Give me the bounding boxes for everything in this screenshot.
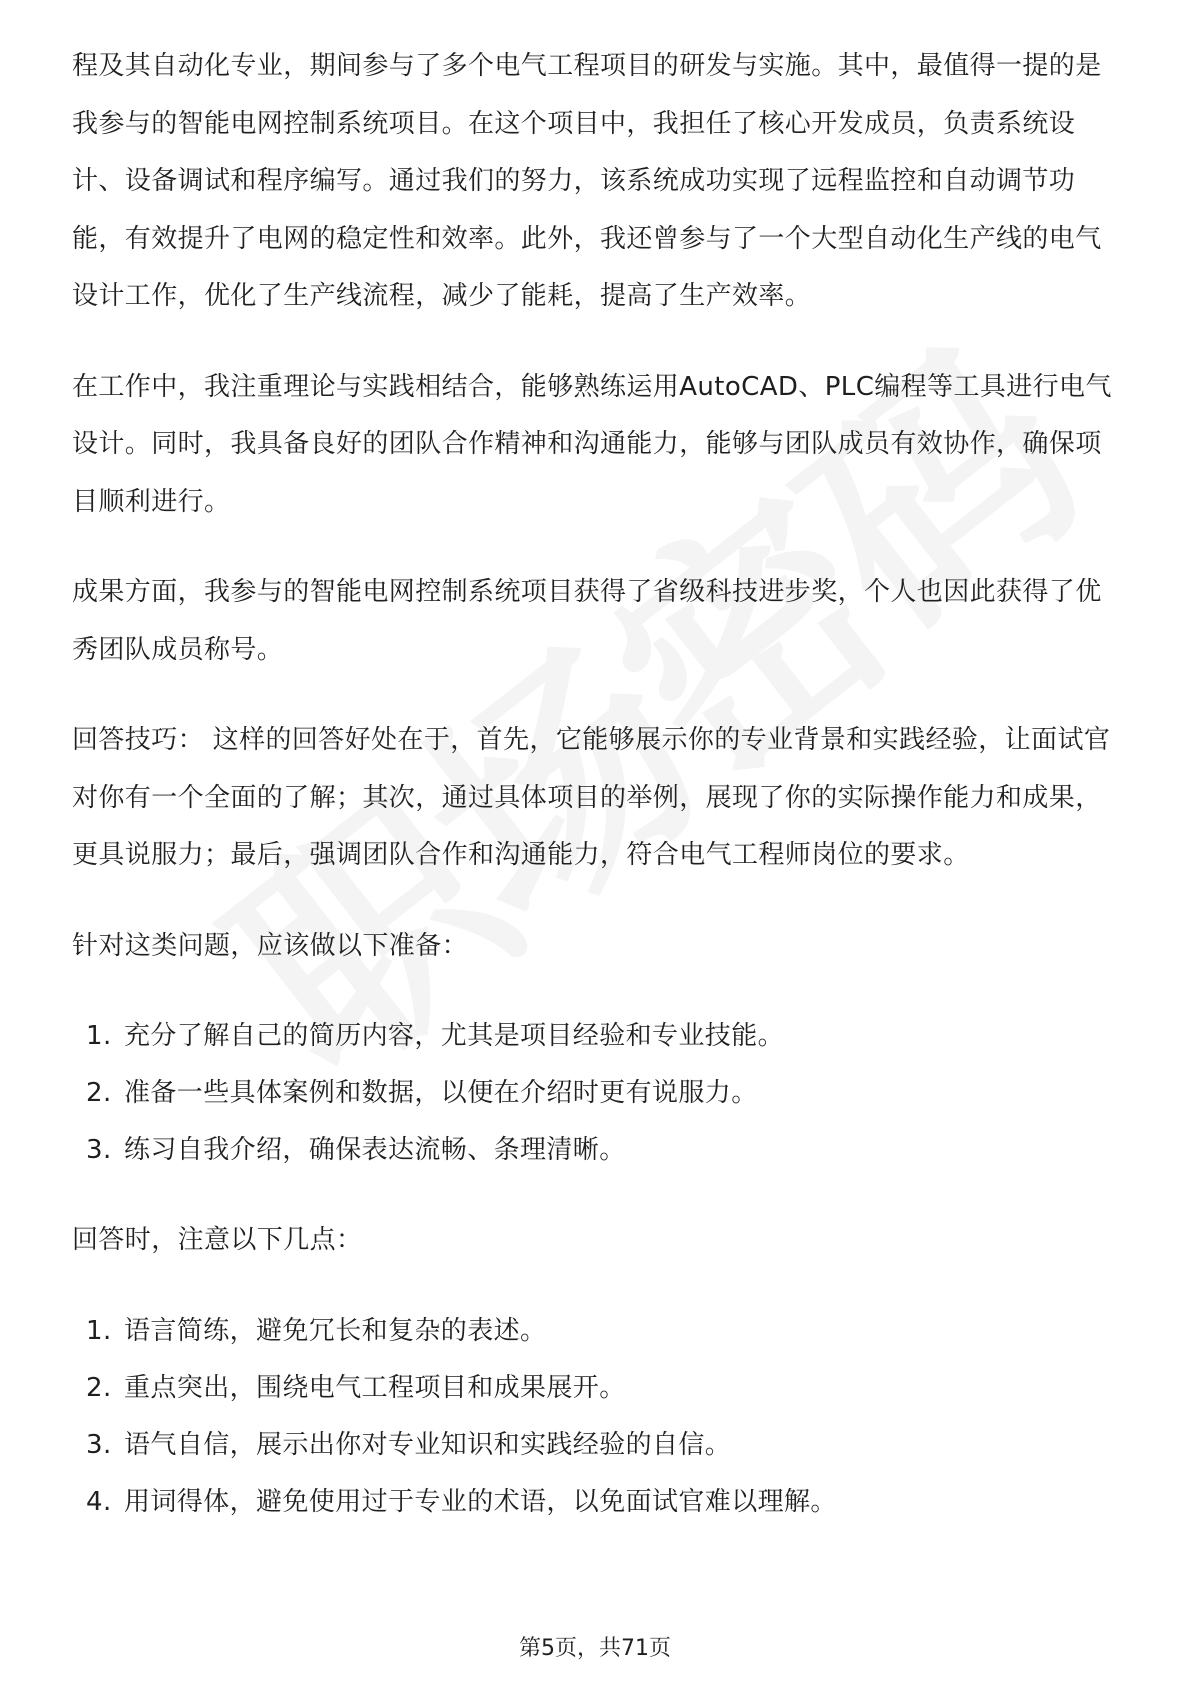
paragraph-experience: 程及其自动化专业，期间参与了多个电气工程项目的研发与实施。其中，最值得一提的是我参与的智能电网控制系统项目。在这个项目中，我担任了核心开发成员，负责系统设计、设备调试和程序编写。通过我们的努力，该系统成功实现了远程监控和自动调节功能，有效提升了电网的稳定性和效率。此外，我还曾参与了一个大型自动化生产线的电气设计工作，优化了生产线流程，减少了能耗，提高了生产效率。 [72,51,1102,311]
list-item-number: 3. [86,1429,112,1460]
list-item-number: 2. [86,1372,112,1403]
list-item-number: 1. [86,1315,112,1346]
list-item-text: 语气自信，展示出你对专业知识和实践经验的自信。 [124,1429,732,1460]
list-item-text: 重点突出，围绕电气工程项目和成果展开。 [124,1372,626,1403]
list-item [72,1008,1122,1065]
list-item-number: 3. [86,1135,112,1165]
list-item-number: 2. [86,1078,112,1108]
paragraph-skills: 在工作中，我注重理论与实践相结合，能够熟练运用AutoCAD、PLC编程等工具进行电气设计。同时，我具备良好的团队合作精神和沟通能力，能够与团队成员有效协作，确保项目顺利进行。 [72,371,1112,517]
list-item-text: 练习自我介绍，确保表达流畅、条理清晰。 [124,1135,626,1165]
list-item-number: 1. [86,1021,112,1051]
document-body [72,38,1122,1564]
list-item [72,1360,1122,1417]
notes-heading: 回答时，注意以下几点： [72,1225,363,1255]
list-item [72,1303,1122,1360]
list-item-text: 用词得体，避免使用过于专业的术语，以免面试官难以理解。 [124,1486,837,1517]
list-item [72,1122,1122,1179]
paragraph-achievements: 成果方面，我参与的智能电网控制系统项目获得了省级科技进步奖，个人也因此获得了优秀团队成员称号。 [72,577,1102,665]
prep-list [72,1008,1122,1179]
page-number: 第5页，共71页 [519,1636,671,1661]
list-item [72,1417,1122,1474]
prep-heading: 针对这类问题，应该做以下准备： [72,930,469,961]
list-item-text: 充分了解自己的简历内容，尤其是项目经验和专业技能。 [124,1021,785,1051]
list-item-number: 4. [86,1486,112,1517]
list-item [72,1065,1122,1122]
list-item-text: 语言简练，避免冗长和复杂的表述。 [124,1315,547,1346]
list-item [72,1474,1122,1531]
paragraph-answer-tips: 回答技巧： 这样的回答好处在于，首先，它能够展示你的专业背景和实践经验，让面试官对你有一个全面的了解；其次，通过具体项目的举例，展现了你的实际操作能力和成果，更具说服力；最后，强调团队合作和沟通能力，符合电气工程师岗位的要求。 [72,725,1111,870]
list-item-text: 准备一些具体案例和数据，以便在介绍时更有说服力。 [124,1078,758,1108]
notes-list [72,1303,1122,1531]
